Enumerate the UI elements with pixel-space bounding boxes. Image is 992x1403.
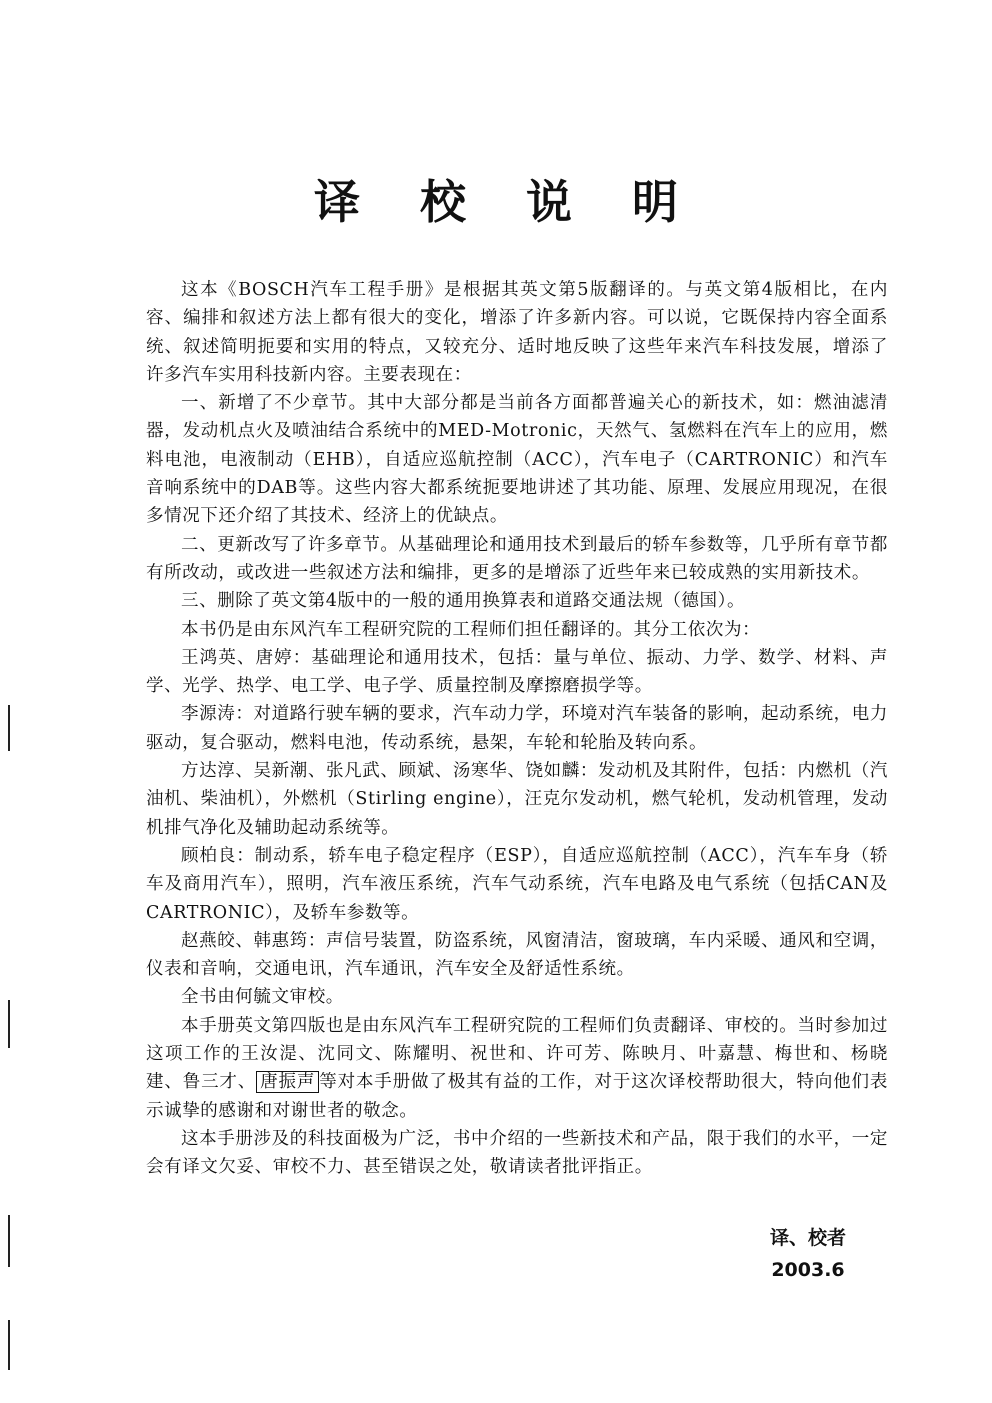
- paragraph-translator-3: 方达淳、吴新潮、张凡武、顾斌、汤寒华、饶如麟：发动机及其附件，包括：内燃机（汽油机、柴油机），外燃机（Stirling engine），汪克尔发动机，燃气轮机，发动机管理，发动机排气净化及辅助起动系统等。: [146, 761, 888, 838]
- scan-margin-mark: [8, 1215, 10, 1267]
- body-text: [146, 276, 888, 1182]
- paragraph-closing: 这本手册涉及的科技面极为广泛，书中介绍的一些新技术和产品，限于我们的水平，一定会有译文欠妥、审校不力、甚至错误之处，敬请读者批评指正。: [146, 1128, 888, 1178]
- page-title: 译 校 说 明: [313, 175, 701, 229]
- thanks-text-after: 等对本手册做了极其有益的工作，对于这次译校帮助很大，特向他们表示诚挚的感谢和对谢世者的敬念。: [146, 1072, 888, 1121]
- paragraph-removed-content: 三、删除了英文第4版中的一般的通用换算表和道路交通法规（德国）。: [181, 591, 746, 612]
- paragraph-translators-intro: 本书仍是由东风汽车工程研究院的工程师们担任翻译的。其分工依次为：: [181, 619, 761, 640]
- signature-date: 2003.6: [771, 1259, 845, 1281]
- paragraph-translator-1: 王鸿英、唐婷：基础理论和通用技术，包括：量与单位、振动、力学、数学、材料、声学、光学、热学、电工学、电子学、质量控制及摩擦磨损学等。: [146, 647, 888, 697]
- paragraph-translator-2: 李源涛：对道路行驶车辆的要求，汽车动力学，环境对汽车装备的影响，起动系统，电力驱动，复合驱动，燃料电池，传动系统，悬架，车轮和轮胎及转向系。: [146, 704, 888, 753]
- scan-margin-mark: [8, 1000, 10, 1048]
- signature-block: [770, 1222, 846, 1286]
- paragraph-thanks: [146, 1012, 888, 1125]
- signature-author: 译、校者: [769, 1227, 846, 1249]
- paragraph-translator-5: 赵燕皎、韩惠筠：声信号装置，防盗系统，风窗清洁，窗玻璃，车内采暖、通风和空调，仪表和音响，交通电讯，汽车通讯，汽车安全及舒适性系统。: [146, 930, 888, 980]
- paragraph-translator-4: 顾柏良：制动系，轿车电子稳定程序（ESP），自适应巡航控制（ACC），汽车车身（轿车及商用汽车），照明，汽车液压系统，汽车气动系统，汽车电路及电气系统（包括CAN及CARTRONIC），及轿车参数等。: [146, 845, 888, 923]
- scan-margin-mark: [8, 1320, 10, 1370]
- paragraph-intro: 这本《BOSCH汽车工程手册》是根据其英文第5版翻译的。与英文第4版相比，在内容、编排和叙述方法上都有很大的变化，增添了许多新内容。可以说，它既保持内容全面系统、叙述简明扼要和实用的特点，又较充分、适时地反映了这些年来汽车科技发展，增添了许多汽车实用科技新内容。主要表现在：: [146, 280, 888, 385]
- paragraph-new-chapters: 一、新增了不少章节。其中大部分都是当前各方面都普遍关心的新技术，如：燃油滤清器，发动机点火及喷油结合系统中的MED-Motronic，天然气、氢燃料在汽车上的应用，燃料电池，电液制动（EHB），自适应巡航控制（ACC），汽车电子（CARTRONIC）和汽车音响系统中的DAB等。这些内容大都系统扼要地讲述了其功能、原理、发展应用现况，在很多情况下还介绍了其技术、经济上的优缺点。: [146, 393, 888, 527]
- boxed-name: 唐振声: [256, 1071, 319, 1093]
- paragraph-revised-chapters: 二、更新改写了许多章节。从基础理论和通用技术到最后的轿车参数等，几乎所有章节都有所改动，或改进一些叙述方法和编排，更多的是增添了近些年来已较成熟的实用新技术。: [146, 534, 888, 583]
- paragraph-reviewer: 全书由何毓文审校。: [181, 987, 344, 1008]
- scan-margin-mark: [8, 705, 10, 751]
- thanks-text-before: 本手册英文第四版也是由东风汽车工程研究院的工程师们负责翻译、审校的。当时参加过这项工作的王汝湜、沈同文、陈耀明、祝世和、许可芳、陈映月、叶嘉慧、梅世和、杨晓建、鲁三才、: [146, 1015, 888, 1093]
